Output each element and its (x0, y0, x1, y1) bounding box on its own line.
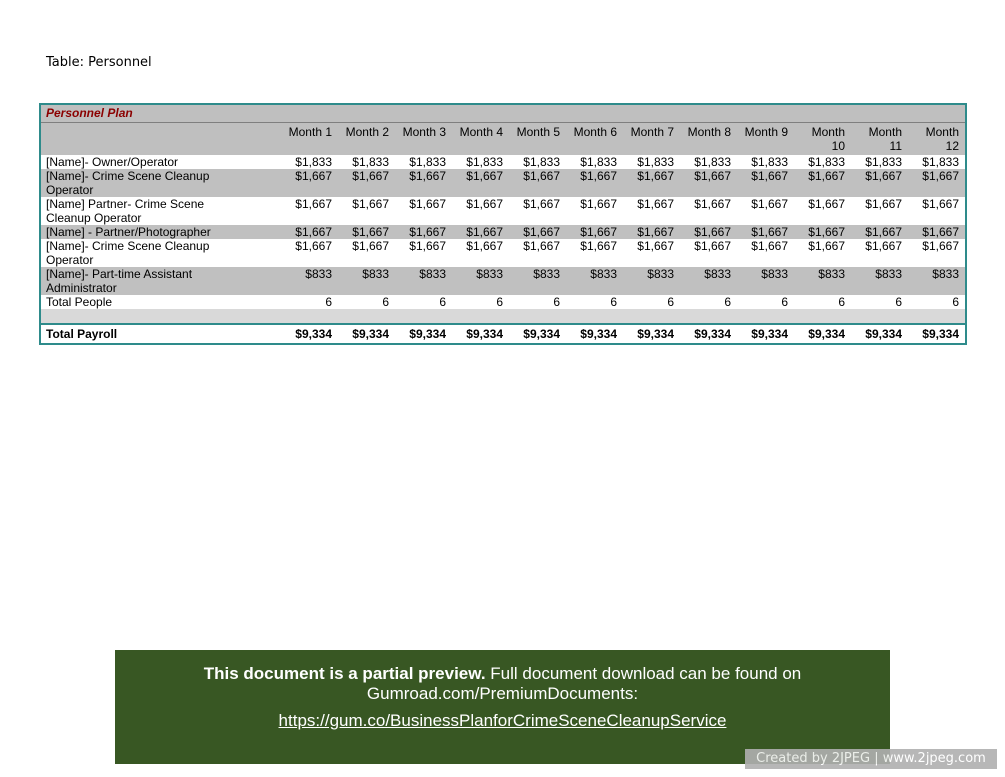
cell-value: $1,833 (338, 155, 395, 169)
table-row (41, 239, 965, 267)
cell-value: $1,667 (452, 225, 509, 239)
cell-value: 6 (851, 295, 908, 309)
cell-text-line: Cleanup Operator (46, 211, 142, 225)
total-payroll-value: $9,334 (908, 324, 965, 343)
cell-text-line: Month (868, 125, 902, 139)
total-payroll-value: $9,334 (737, 324, 794, 343)
cell-value: $833 (509, 267, 566, 295)
cell-value: $1,667 (281, 225, 338, 239)
row-label (41, 169, 281, 197)
cell-value: $833 (737, 267, 794, 295)
cell-value: $1,667 (851, 239, 908, 267)
cell-value: 6 (509, 295, 566, 309)
cell-value: $1,667 (338, 239, 395, 267)
cell-text-line: Month (925, 125, 959, 139)
column-header-month (623, 123, 680, 156)
cell-value: 6 (794, 295, 851, 309)
cell-value: $1,833 (395, 155, 452, 169)
cell-value: 6 (680, 295, 737, 309)
total-payroll-value: $9,334 (338, 324, 395, 343)
cell-value: $1,667 (509, 197, 566, 225)
cell-text-line: 12 (945, 139, 959, 153)
cell-value: $1,667 (737, 169, 794, 197)
row-label (41, 295, 281, 309)
cell-value: $1,833 (509, 155, 566, 169)
cell-value: $1,667 (452, 197, 509, 225)
cell-text-line: [Name]- Crime Scene Cleanup (46, 169, 210, 183)
table-row (41, 155, 965, 169)
header-corner (41, 123, 281, 156)
total-payroll-value: $9,334 (452, 324, 509, 343)
cell-value: $833 (338, 267, 395, 295)
cell-value: $1,667 (395, 239, 452, 267)
cell-text-line: [Name]- Part-time Assistant (46, 267, 193, 281)
table-row (41, 225, 965, 239)
cell-value: $833 (908, 267, 965, 295)
cell-value: $1,833 (737, 155, 794, 169)
cell-value: 6 (452, 295, 509, 309)
cell-value: $1,667 (281, 197, 338, 225)
column-header-month (908, 123, 965, 156)
column-header-month (395, 123, 452, 156)
cell-text-line: 11 (889, 139, 902, 153)
cell-value: $833 (566, 267, 623, 295)
cell-value: 6 (281, 295, 338, 309)
cell-value: $1,667 (566, 239, 623, 267)
cell-value: $1,667 (908, 225, 965, 239)
cell-value: $1,667 (680, 239, 737, 267)
column-header-month (338, 123, 395, 156)
table-header-row (41, 123, 965, 156)
row-label (41, 267, 281, 295)
cell-text-line: [Name] - Partner/Photographer (46, 225, 211, 239)
cell-value: $1,667 (566, 225, 623, 239)
preview-banner (115, 650, 890, 764)
row-label (41, 225, 281, 239)
cell-text-line: Month 3 (402, 125, 446, 139)
cell-value: $1,667 (338, 225, 395, 239)
cell-value: $1,667 (908, 169, 965, 197)
preview-notice (115, 664, 890, 704)
cell-text-line: Operator (46, 253, 94, 267)
cell-value: $1,667 (851, 197, 908, 225)
cell-value: $1,833 (566, 155, 623, 169)
cell-value: $1,667 (737, 239, 794, 267)
cell-value: 6 (737, 295, 794, 309)
cell-value: $833 (680, 267, 737, 295)
table-caption: Table: Personnel (46, 55, 152, 70)
column-header-month (452, 123, 509, 156)
cell-value: 6 (623, 295, 680, 309)
preview-notice-bold: This document is a partial preview. (203, 664, 486, 683)
cell-value: $1,667 (566, 169, 623, 197)
total-payroll-value: $9,334 (623, 324, 680, 343)
cell-text-line: 10 (831, 139, 845, 153)
personnel-table-container (39, 103, 967, 345)
cell-text-line: [Name]- Owner/Operator (46, 155, 179, 169)
cell-value: 6 (908, 295, 965, 309)
table-row (41, 169, 965, 197)
cell-value: $833 (623, 267, 680, 295)
cell-value: $1,667 (794, 239, 851, 267)
spacer-row (41, 309, 965, 324)
cell-value: $1,667 (509, 225, 566, 239)
cell-value: $1,833 (281, 155, 338, 169)
cell-value: $1,667 (851, 169, 908, 197)
column-header-month (680, 123, 737, 156)
table-title-row (41, 105, 965, 123)
cell-value: $1,667 (737, 225, 794, 239)
cell-value: $1,833 (851, 155, 908, 169)
personnel-table (41, 105, 965, 343)
watermark: Created by 2JPEG | www.2jpeg.com (745, 749, 997, 769)
table-title: Personnel Plan (41, 105, 965, 123)
cell-value: $1,833 (452, 155, 509, 169)
total-payroll-value: $9,334 (509, 324, 566, 343)
cell-value: $1,667 (566, 197, 623, 225)
total-payroll-value: $9,334 (566, 324, 623, 343)
cell-value: $1,667 (452, 239, 509, 267)
cell-value: $1,833 (794, 155, 851, 169)
cell-value: $1,667 (680, 169, 737, 197)
cell-value: $1,667 (908, 239, 965, 267)
cell-value: $1,833 (623, 155, 680, 169)
cell-value: $1,667 (908, 197, 965, 225)
cell-text-line: Month 6 (573, 125, 617, 139)
total-payroll-value: $9,334 (851, 324, 908, 343)
cell-value: $1,667 (680, 225, 737, 239)
total-payroll-value: $9,334 (281, 324, 338, 343)
cell-text-line: Operator (46, 183, 94, 197)
cell-value: $1,667 (395, 225, 452, 239)
cell-value: $1,667 (680, 197, 737, 225)
cell-value: $1,667 (509, 169, 566, 197)
cell-value: 6 (338, 295, 395, 309)
cell-value: $1,667 (338, 197, 395, 225)
spacer-cell (41, 309, 965, 324)
cell-value: $1,833 (908, 155, 965, 169)
total-payroll-label: Total Payroll (41, 324, 281, 343)
row-label (41, 197, 281, 225)
cell-text-line: Month 1 (288, 125, 332, 139)
cell-value: $1,667 (623, 239, 680, 267)
cell-text-line: Month (811, 125, 845, 139)
cell-value: $1,667 (794, 197, 851, 225)
cell-value: 6 (395, 295, 452, 309)
cell-text-line: [Name]- Crime Scene Cleanup (46, 239, 210, 253)
column-header-month (794, 123, 851, 156)
cell-value: 6 (566, 295, 623, 309)
preview-notice-text: Full document download can be found on Gumroad.com/PremiumDocuments: (366, 664, 802, 703)
cell-text-line: Month 9 (744, 125, 788, 139)
cell-text-line: Month 5 (516, 125, 560, 139)
cell-value: $833 (794, 267, 851, 295)
cell-value: $833 (281, 267, 338, 295)
cell-value: $1,667 (338, 169, 395, 197)
cell-value: $1,667 (851, 225, 908, 239)
cell-value: $1,667 (623, 169, 680, 197)
cell-value: $833 (452, 267, 509, 295)
row-label (41, 239, 281, 267)
table-row (41, 295, 965, 309)
cell-value: $1,667 (623, 225, 680, 239)
total-payroll-row (41, 324, 965, 343)
table-row (41, 197, 965, 225)
cell-text-line: Month 2 (345, 125, 389, 139)
cell-value: $1,667 (794, 169, 851, 197)
cell-value: $1,667 (281, 239, 338, 267)
total-payroll-value: $9,334 (680, 324, 737, 343)
cell-text-line: Administrator (46, 281, 117, 295)
cell-text-line: Month 4 (459, 125, 503, 139)
total-payroll-value: $9,334 (794, 324, 851, 343)
cell-text-line: Total People (46, 295, 113, 309)
cell-value: $1,667 (395, 169, 452, 197)
cell-value: $1,667 (737, 197, 794, 225)
cell-text-line: [Name] Partner- Crime Scene (46, 197, 205, 211)
row-label (41, 155, 281, 169)
column-header-month (737, 123, 794, 156)
column-header-month (566, 123, 623, 156)
cell-text-line: Month 7 (630, 125, 674, 139)
cell-value: $833 (395, 267, 452, 295)
table-row (41, 267, 965, 295)
cell-value: $1,667 (794, 225, 851, 239)
column-header-month (281, 123, 338, 156)
cell-value: $1,833 (680, 155, 737, 169)
cell-value: $1,667 (281, 169, 338, 197)
column-header-month (851, 123, 908, 156)
cell-value: $833 (851, 267, 908, 295)
cell-text-line: Month 8 (687, 125, 731, 139)
cell-value: $1,667 (395, 197, 452, 225)
cell-value: $1,667 (623, 197, 680, 225)
download-link[interactable]: https://gum.co/BusinessPlanforCrimeSceneCleanupService (278, 711, 727, 730)
column-header-month (509, 123, 566, 156)
total-payroll-value: $9,334 (395, 324, 452, 343)
cell-value: $1,667 (509, 239, 566, 267)
cell-value: $1,667 (452, 169, 509, 197)
